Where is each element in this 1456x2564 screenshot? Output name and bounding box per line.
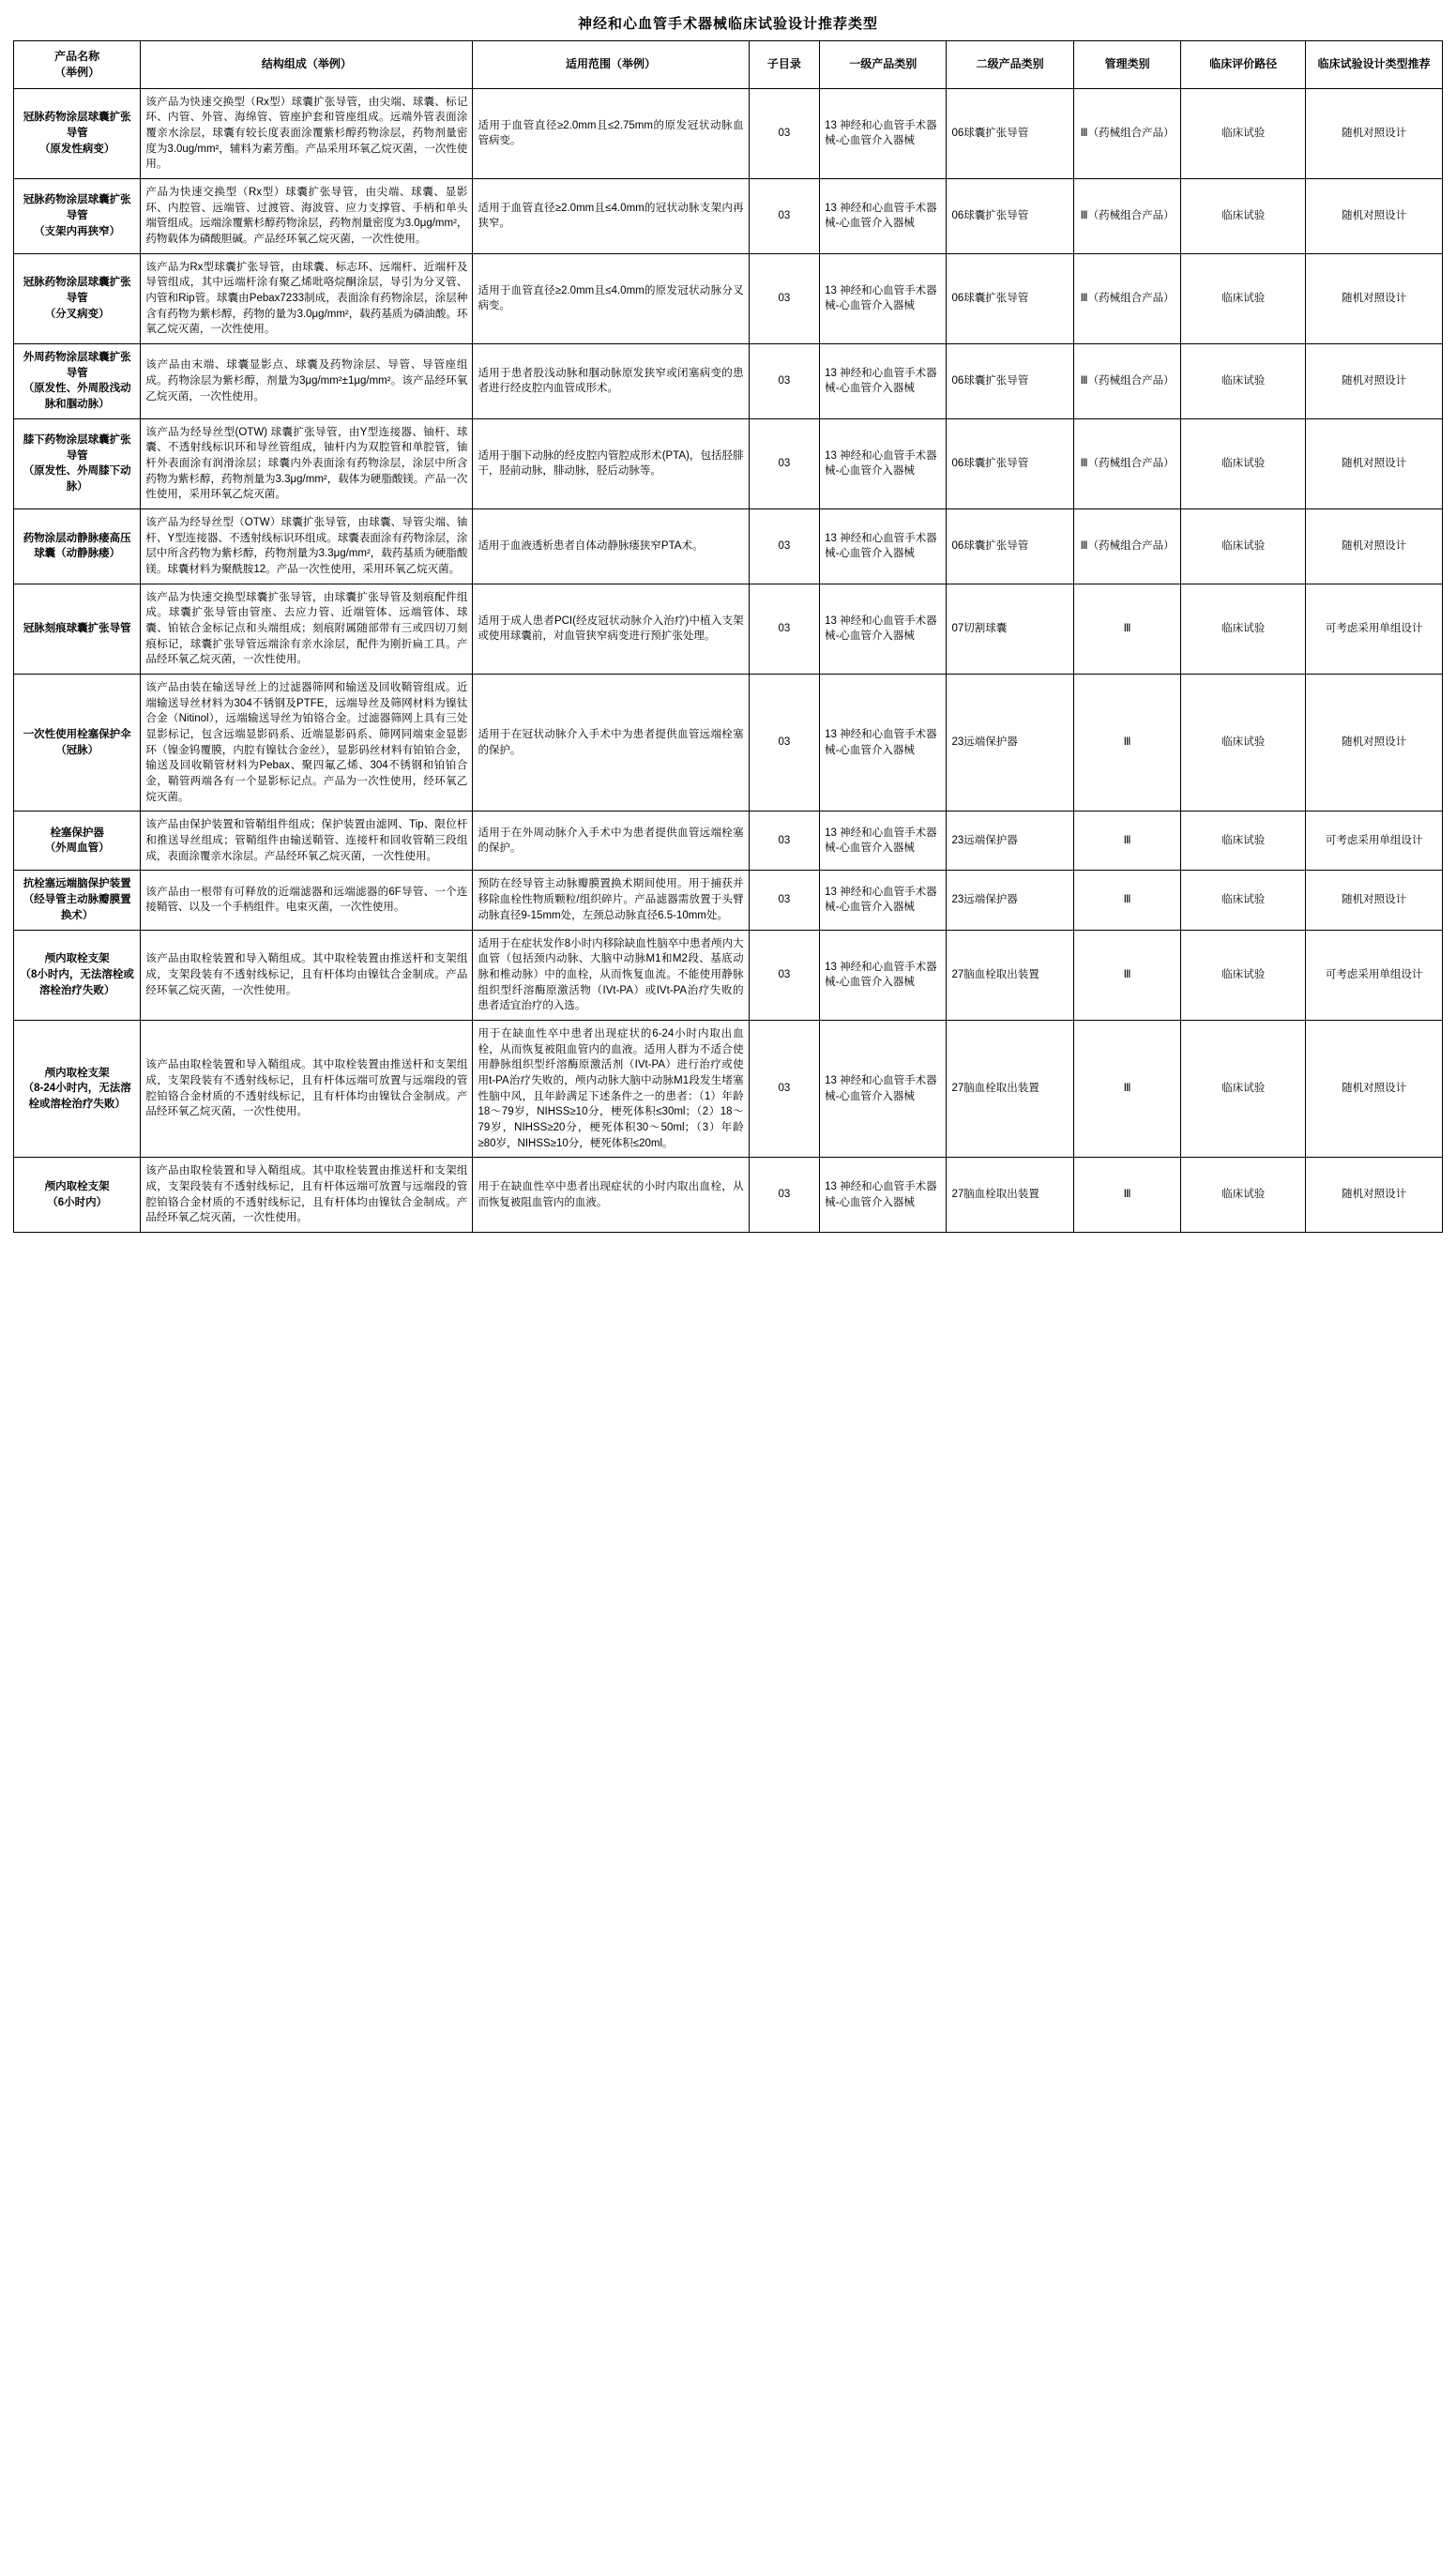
cell-scope: 适用于在症状发作8小时内移除缺血性脑卒中患者颅内大血管（包括颈内动脉、大脑中动脉M1和M2段、基底动脉和椎动脉）中的血栓，从而恢复血流。不能使用静脉组织型纤溶酶原激活物（IVt-PA）或IVt-PA治疗失败的患者适宜治疗的入选。 [473, 930, 749, 1020]
cell-admin-class: Ⅲ（药械组合产品） [1073, 344, 1181, 419]
cell-subcatalog: 03 [749, 871, 819, 930]
cell-product-name [14, 584, 141, 674]
cell-product-name [14, 344, 141, 419]
cell-category-level1: 13 神经和心血管手术器械-心血管介入器械 [820, 88, 947, 178]
cell-category-level1: 13 神经和心血管手术器械-心血管介入器械 [820, 871, 947, 930]
cell-admin-class: Ⅲ [1073, 1020, 1181, 1157]
cell-clinical-path: 临床试验 [1181, 344, 1306, 419]
product-name-line: 导管 [66, 209, 88, 221]
product-name-line: （8小时内，无法溶栓或 [20, 968, 134, 980]
product-name-line: （8-24小时内，无法溶 [23, 1083, 131, 1095]
product-name-line: 球囊（动静脉瘘） [34, 548, 121, 560]
cell-design-type: 随机对照设计 [1306, 418, 1443, 508]
cell-structure: 该产品为经导丝型(OTW) 球囊扩张导管，由Y型连接器、铀杆、球囊、不透射线标识环和导丝管组成，铀杆内为双腔管和单腔管，铀杆外表面涂有润滑涂层；球囊内外表面涂有药物涂层，涂层中所含药物为紫杉醇，药物剂量为3.3μg/mm²，载体为硬脂酸镁。产品一次性使用，采用环氧乙烷灭菌。 [141, 418, 473, 508]
product-name-line: （经导管主动脉瓣膜置 [23, 894, 131, 906]
cell-design-type: 可考虑采用单组设计 [1306, 930, 1443, 1020]
cell-subcatalog: 03 [749, 1158, 819, 1233]
product-name-line: 颅内取栓支架 [44, 1180, 110, 1192]
table-row [14, 253, 1443, 343]
column-header-subcatalog: 子目录 [749, 41, 819, 89]
table-header-row [14, 41, 1443, 89]
column-header-design-type: 临床试验设计类型推荐 [1306, 41, 1443, 89]
cell-scope: 用于在缺血性卒中患者出现症状的6-24小时内取出血栓，从而恢复被阻血管内的血液。适用人群为不适合使用静脉组织型纤溶酶原激活剂（IVt-PA）进行治疗或使用t-PA治疗失败的，颅内动脉大脑中动脉M1段发生堵塞性脑中风，且年龄满足下述条件之一的患者：（1）年龄18～79岁，NIHSS≥10分，梗死体积≤30ml；（2）18～79岁，NIHSS≥20分，梗死体积30～50ml；（3）年龄≥80岁，NIHSS≥10分，梗死体积≤20ml。 [473, 1020, 749, 1157]
cell-structure: 该产品由末端、球囊显影点、球囊及药物涂层、导管、导管座组成。药物涂层为紫杉醇，剂量为3μg/mm²±1μg/mm²。该产品经环氧乙烷灭菌，一次性使用。 [141, 344, 473, 419]
cell-subcatalog: 03 [749, 253, 819, 343]
cell-category-level2: 06球囊扩张导管 [947, 178, 1073, 253]
product-name-line: 颅内取栓支架 [44, 953, 110, 965]
cell-category-level2: 23远端保护器 [947, 812, 1073, 871]
cell-subcatalog: 03 [749, 509, 819, 584]
cell-scope: 适用于在外周动脉介入手术中为患者提供血管远端栓塞的保护。 [473, 812, 749, 871]
product-name-line: （原发性、外周股浅动 [23, 383, 131, 395]
cell-category-level2: 06球囊扩张导管 [947, 253, 1073, 343]
cell-admin-class: Ⅲ（药械组合产品） [1073, 253, 1181, 343]
product-name-line: 导管 [66, 449, 88, 462]
product-name-line: 导管 [66, 292, 88, 304]
table-row [14, 418, 1443, 508]
table-row [14, 930, 1443, 1020]
product-name-line: 栓或溶栓治疗失败） [28, 1098, 126, 1110]
cell-subcatalog: 03 [749, 344, 819, 419]
cell-product-name [14, 675, 141, 812]
product-name-line: 颅内取栓支架 [44, 1067, 110, 1079]
cell-admin-class: Ⅲ（药械组合产品） [1073, 178, 1181, 253]
cell-structure: 该产品为Rx型球囊扩张导管，由球囊、标志环、远端杆、近端杆及导管组成，其中远端杆涂有聚乙烯吡咯烷酮涂层，导引为分叉管、内管和Rip管。球囊由Pebax7233制成，表面涂有药物涂层，涂层种含有药物为紫杉醇，药物的量为3.0μg/mm²，载药基质为磷油酸。环氧乙烷灭菌，一次性使用。 [141, 253, 473, 343]
cell-category-level2: 27脑血栓取出装置 [947, 1158, 1073, 1233]
cell-scope: 预防在经导管主动脉瓣膜置换术期间使用。用于捕获并移除血栓性物质颗粒/组织碎片。产品滤器需放置于头臂动脉直径9-15mm处，左颈总动脉直径6.5-10mm处。 [473, 871, 749, 930]
cell-category-level1: 13 神经和心血管手术器械-心血管介入器械 [820, 253, 947, 343]
product-name-line: （原发性、外周膝下动 [23, 465, 131, 478]
column-header-product-name: 产品名称 （举例） [14, 41, 141, 89]
cell-clinical-path: 临床试验 [1181, 509, 1306, 584]
product-name-line: 栓塞保护器 [50, 827, 104, 839]
product-name-line: （原发性病变） [38, 143, 115, 155]
cell-clinical-path: 临床试验 [1181, 1158, 1306, 1233]
column-header-category-level1: 一级产品类别 [820, 41, 947, 89]
table-row [14, 584, 1443, 674]
cell-structure: 该产品为快速交换型球囊扩张导管，由球囊扩张导管及刻痕配件组成。球囊扩张导管由管座、去应力管、近端管体、远端管体、球囊、铂铱合金标记点和头端组成；刻痕附属随部带有三或四切刀刻痕标记，球囊扩张导管远端涂有亲水涂层，配件为刚折扁工具。产品经环氧乙烷灭菌，一次性使用。 [141, 584, 473, 674]
table-row [14, 812, 1443, 871]
cell-subcatalog: 03 [749, 930, 819, 1020]
cell-admin-class: Ⅲ [1073, 675, 1181, 812]
column-header-scope: 适用范围（举例） [473, 41, 749, 89]
cell-clinical-path: 临床试验 [1181, 88, 1306, 178]
product-name-line: （分叉病变） [44, 308, 110, 320]
cell-structure: 该产品由取栓装置和导入鞘组成。其中取栓装置由推送杆和支架组成，支架段装有不透射线标记，且有杆体均由镍钛合金制成。产品经环氧乙烷灭菌，一次性使用。 [141, 930, 473, 1020]
cell-product-name [14, 88, 141, 178]
cell-clinical-path: 临床试验 [1181, 178, 1306, 253]
product-name-line: 溶栓治疗失败） [38, 984, 115, 996]
cell-subcatalog: 03 [749, 178, 819, 253]
cell-scope: 适用于血管直径≥2.0mm且≤2.75mm的原发冠状动脉血管病变。 [473, 88, 749, 178]
product-name-line: 药物涂层动静脉瘘高压 [23, 532, 131, 544]
cell-design-type: 随机对照设计 [1306, 344, 1443, 419]
product-name-line: 抗栓塞远端脑保护装置 [23, 878, 131, 890]
table-row [14, 1020, 1443, 1157]
column-header-clinical-path: 临床评价路径 [1181, 41, 1306, 89]
cell-scope: 适用于血管直径≥2.0mm且≤4.0mm的冠状动脉支架内再狭窄。 [473, 178, 749, 253]
cell-subcatalog: 03 [749, 812, 819, 871]
table-row [14, 871, 1443, 930]
product-name-line: 膝下药物涂层球囊扩张 [23, 434, 131, 447]
cell-category-level2: 06球囊扩张导管 [947, 88, 1073, 178]
cell-category-level2: 23远端保护器 [947, 675, 1073, 812]
cell-structure: 该产品由取栓装置和导入鞘组成。其中取栓装置由推送杆和支架组成，支架段装有不透射线标记，且有杆体远端可放置与远端段的管腔铂铬合金材质的不透射线标记，且有杆体均由镍钛合金制成。产品经环氧乙烷灭菌，一次性使用。 [141, 1158, 473, 1233]
cell-scope: 适用于在冠状动脉介入手术中为患者提供血管远端栓塞的保护。 [473, 675, 749, 812]
product-name-line: 冠脉刻痕球囊扩张导管 [23, 623, 131, 635]
cell-clinical-path: 临床试验 [1181, 871, 1306, 930]
cell-product-name [14, 930, 141, 1020]
cell-category-level1: 13 神经和心血管手术器械-心血管介入器械 [820, 1158, 947, 1233]
cell-admin-class: Ⅲ [1073, 930, 1181, 1020]
cell-admin-class: Ⅲ（药械组合产品） [1073, 509, 1181, 584]
cell-category-level2: 23远端保护器 [947, 871, 1073, 930]
cell-category-level1: 13 神经和心血管手术器械-心血管介入器械 [820, 584, 947, 674]
cell-subcatalog: 03 [749, 88, 819, 178]
cell-admin-class: Ⅲ [1073, 812, 1181, 871]
cell-design-type: 随机对照设计 [1306, 88, 1443, 178]
cell-scope: 适用于成人患者PCI(经皮冠状动脉介入治疗)中植入支架或使用球囊前，对血管狭窄病变进行预扩张处理。 [473, 584, 749, 674]
cell-product-name [14, 253, 141, 343]
column-header-category-level2: 二级产品类别 [947, 41, 1073, 89]
product-name-line: （6小时内） [47, 1196, 108, 1208]
cell-admin-class: Ⅲ（药械组合产品） [1073, 88, 1181, 178]
column-header-structure: 结构组成（举例） [141, 41, 473, 89]
cell-design-type: 随机对照设计 [1306, 1020, 1443, 1157]
cell-product-name [14, 871, 141, 930]
table-row [14, 1158, 1443, 1233]
cell-product-name [14, 178, 141, 253]
cell-scope: 适用于血液透析患者自体动静脉瘘狭窄PTA术。 [473, 509, 749, 584]
cell-admin-class: Ⅲ（药械组合产品） [1073, 418, 1181, 508]
cell-category-level1: 13 神经和心血管手术器械-心血管介入器械 [820, 509, 947, 584]
cell-category-level1: 13 神经和心血管手术器械-心血管介入器械 [820, 418, 947, 508]
cell-subcatalog: 03 [749, 675, 819, 812]
cell-admin-class: Ⅲ [1073, 871, 1181, 930]
cell-category-level2: 07切割球囊 [947, 584, 1073, 674]
product-name-line: 换术） [60, 909, 94, 921]
cell-clinical-path: 临床试验 [1181, 418, 1306, 508]
cell-clinical-path: 临床试验 [1181, 675, 1306, 812]
device-clinical-trial-table [13, 40, 1443, 1233]
cell-structure: 该产品由取栓装置和导入鞘组成。其中取栓装置由推送杆和支架组成，支架段装有不透射线标记，且有杆体远端可放置与远端段的管腔铂铬合金材质的不透射线标记，且有杆体均由镍钛合金制成。产品经环氧乙烷灭菌，一次性使用。 [141, 1020, 473, 1157]
cell-structure: 该产品由一根带有可释放的近端滤器和远端滤器的6F导管、一个连接鞘管、以及一个手柄组件。电束灭菌，一次性使用。 [141, 871, 473, 930]
cell-structure: 该产品为经导丝型（OTW）球囊扩张导管，由球囊、导管尖端、铀杆、Y型连接器、不透射线标识环组成。球囊表面涂有药物涂层，涂层中所含药物为紫杉醇，药物剂量为3.3μg/mm²，载药基质为硬脂酸镁。球囊材料为聚酰胺12。产品一次性使用，采用环氧乙烷灭菌。 [141, 509, 473, 584]
cell-clinical-path: 临床试验 [1181, 930, 1306, 1020]
cell-category-level1: 13 神经和心血管手术器械-心血管介入器械 [820, 930, 947, 1020]
product-name-line: （支架内再狭窄） [34, 225, 121, 237]
column-header-admin-class: 管理类别 [1073, 41, 1181, 89]
product-name-line: 冠脉药物涂层球囊扩张 [23, 277, 131, 289]
document-page [0, 0, 1456, 1246]
cell-design-type: 随机对照设计 [1306, 509, 1443, 584]
cell-product-name [14, 1158, 141, 1233]
cell-admin-class: Ⅲ [1073, 1158, 1181, 1233]
product-name-line: 冠脉药物涂层球囊扩张 [23, 112, 131, 124]
cell-structure: 产品为快速交换型（Rx型）球囊扩张导管，由尖端、球囊、显影环、内腔管、远端管、过渡管、海波管、应力支撑管、手柄和单头端管组成。远端涂覆紫杉醇药物涂层，药物剂量密度为3.0μg/mm²，药物载体为磷酸胆碱。产品经环氧乙烷灭菌，一次性使用。 [141, 178, 473, 253]
cell-product-name [14, 812, 141, 871]
cell-clinical-path: 临床试验 [1181, 812, 1306, 871]
cell-design-type: 可考虑采用单组设计 [1306, 812, 1443, 871]
cell-clinical-path: 临床试验 [1181, 1020, 1306, 1157]
cell-design-type: 随机对照设计 [1306, 1158, 1443, 1233]
cell-design-type: 随机对照设计 [1306, 675, 1443, 812]
table-row [14, 88, 1443, 178]
product-name-line: 脉） [66, 481, 88, 493]
cell-product-name [14, 418, 141, 508]
cell-category-level2: 27脑血栓取出装置 [947, 930, 1073, 1020]
cell-product-name [14, 1020, 141, 1157]
product-name-line: 导管 [66, 127, 88, 139]
cell-category-level2: 06球囊扩张导管 [947, 344, 1073, 419]
cell-clinical-path: 临床试验 [1181, 584, 1306, 674]
cell-design-type: 随机对照设计 [1306, 871, 1443, 930]
table-row [14, 675, 1443, 812]
cell-structure: 该产品为快速交换型（Rx型）球囊扩张导管，由尖端、球囊、标记环、内管、外管、海绵管、管座护套和管座组成。远端外管表面涂覆亲水涂层，球囊有较长度表面涂覆紫杉醇药物涂层，药物剂量密度为3.0ug/mm²，辅料为素芳酯。产品采用环氧乙烷灭菌，一次性使用。 [141, 88, 473, 178]
cell-structure: 该产品由保护装置和管鞘组件组成；保护装置由滤网、Tip、限位杆和推送导丝组成；管鞘组件由输送鞘管、连接杆和回收管鞘三段组成，表面涂覆亲水涂层。产品经环氧乙烷灭菌，一次性使用。 [141, 812, 473, 871]
product-name-line: 导管 [66, 367, 88, 379]
cell-structure: 该产品由装在输送导丝上的过滤器筛网和输送及回收鞘管组成。近端输送导丝材料为304不锈钢及PTFE，远端导丝及筛网材料为镍钛合金（Nitinol），远端输送导丝为铂铬合金。过滤器筛网上具有三处显影标记，包含远端显影码系、近端显影码系、筛网同端束金显影环（镍金钨覆膜，内腔有镍钛合金丝），显影码丝材料有铂铂合金，输送及回收鞘管材料为Pebax、聚四氟乙烯、304不锈钢和铂铂合金，鞘管两端各有一个显影标记点。产品为一次性使用，经环氧乙烷灭菌。 [141, 675, 473, 812]
table-row [14, 178, 1443, 253]
product-name-line: （冠脉） [55, 744, 99, 756]
product-name-line: （外周血管） [44, 842, 110, 855]
cell-category-level1: 13 神经和心血管手术器械-心血管介入器械 [820, 344, 947, 419]
cell-clinical-path: 临床试验 [1181, 253, 1306, 343]
product-name-line: 一次性使用栓塞保护伞 [23, 729, 131, 741]
product-name-line: 外周药物涂层球囊扩张 [23, 352, 131, 363]
cell-scope: 用于在缺血性卒中患者出现症状的小时内取出血栓，从而恢复被阻血管内的血液。 [473, 1158, 749, 1233]
cell-category-level1: 13 神经和心血管手术器械-心血管介入器械 [820, 178, 947, 253]
product-name-line: 脉和腘动脉） [44, 399, 110, 411]
cell-category-level1: 13 神经和心血管手术器械-心血管介入器械 [820, 675, 947, 812]
table-row [14, 344, 1443, 419]
cell-subcatalog: 03 [749, 418, 819, 508]
product-name-line: 冠脉药物涂层球囊扩张 [23, 194, 131, 206]
cell-category-level1: 13 神经和心血管手术器械-心血管介入器械 [820, 812, 947, 871]
cell-design-type: 随机对照设计 [1306, 178, 1443, 253]
cell-scope: 适用于血管直径≥2.0mm且≤4.0mm的原发冠状动脉分叉病变。 [473, 253, 749, 343]
cell-design-type: 随机对照设计 [1306, 253, 1443, 343]
page-title: 神经和心血管手术器械临床试验设计推荐类型 [577, 16, 878, 32]
cell-scope: 适用于患者股浅动脉和腘动脉原发狭窄或闭塞病变的患者进行经皮腔内血管成形术。 [473, 344, 749, 419]
cell-category-level1: 13 神经和心血管手术器械-心血管介入器械 [820, 1020, 947, 1157]
cell-scope: 适用于腘下动脉的经皮腔内管腔成形术(PTA)，包括胫腓干，胫前动脉，腓动脉，胫后动脉等。 [473, 418, 749, 508]
cell-design-type: 可考虑采用单组设计 [1306, 584, 1443, 674]
cell-product-name [14, 509, 141, 584]
cell-category-level2: 06球囊扩张导管 [947, 418, 1073, 508]
cell-admin-class: Ⅲ [1073, 584, 1181, 674]
cell-subcatalog: 03 [749, 1020, 819, 1157]
table-body [14, 88, 1443, 1232]
cell-category-level2: 27脑血栓取出装置 [947, 1020, 1073, 1157]
table-row [14, 509, 1443, 584]
cell-category-level2: 06球囊扩张导管 [947, 509, 1073, 584]
cell-subcatalog: 03 [749, 584, 819, 674]
